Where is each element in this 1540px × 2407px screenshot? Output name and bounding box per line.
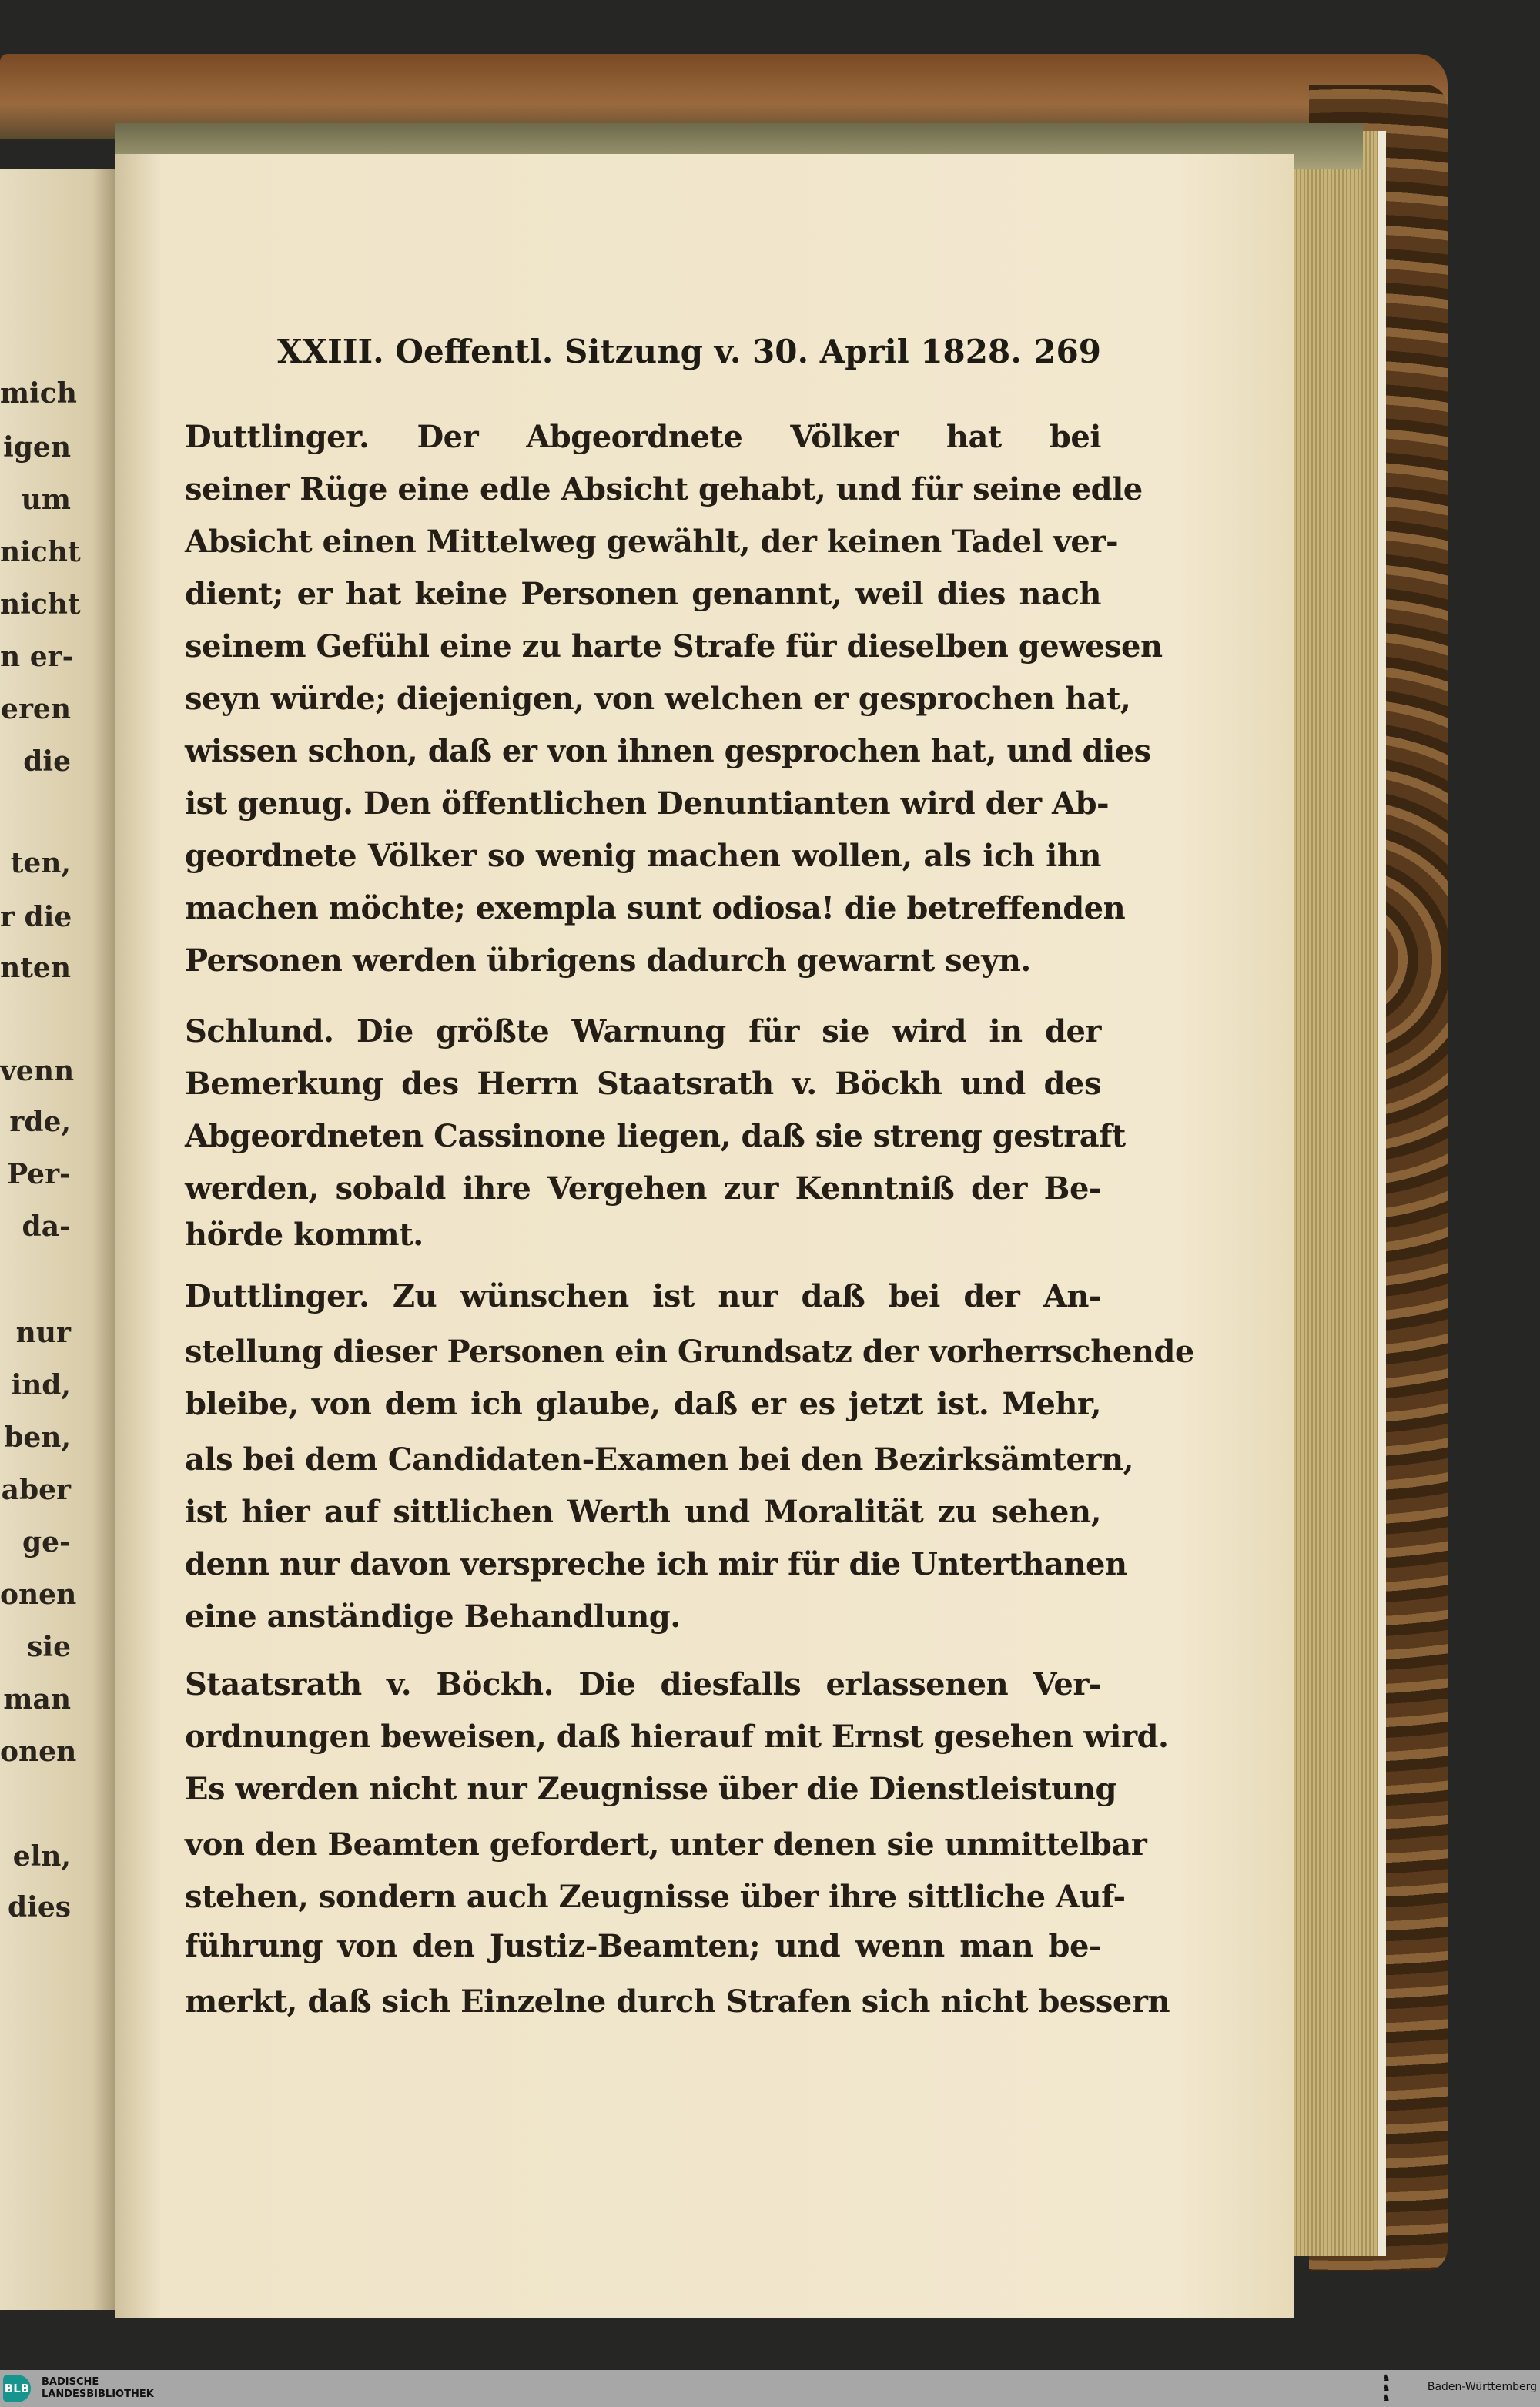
blb-line1: BADISCHE: [42, 2376, 99, 2388]
left-page-fragment: dies: [7, 1891, 71, 1923]
text-line: Bemerkung des Herrn Staatsrath v. Böckh und des: [185, 1066, 1101, 1102]
text-line: Es werden nicht nur Zeugnisse über die Dienstleistung: [185, 1771, 1116, 1807]
text-line: geordnete Völker so wenig machen wollen, als ich ihn: [185, 838, 1101, 874]
text-line: eine anständige Behandlung.: [185, 1599, 681, 1635]
text-line: Schlund. Die größte Warnung für sie wird in der: [185, 1013, 1101, 1050]
left-page-fragment: eln,: [12, 1840, 71, 1873]
text-line: Absicht einen Mittelweg gewählt, der keinen Tadel ver-: [185, 524, 1119, 560]
left-page-fragment: igen: [3, 431, 71, 464]
text-line: seinem Gefühl eine zu harte Strafe für dieselben gewesen: [185, 628, 1163, 665]
text-line: ist genug. Den öffentlichen Denuntianten wird der Ab-: [185, 785, 1110, 822]
text-line: führung von den Justiz-Beamten; und wenn man be-: [185, 1928, 1101, 1964]
left-page-fragment: n er-: [0, 641, 74, 673]
left-page-fragment: Per-: [7, 1158, 71, 1190]
text-line: als bei dem Candidaten-Examen bei den Bezirksämtern,: [185, 1441, 1133, 1478]
left-page-fragment: rde,: [9, 1106, 71, 1138]
text-line: wissen schon, daß er von ihnen gesprochen hat, und dies: [185, 733, 1151, 769]
left-page-fragment: mich: [0, 377, 77, 410]
left-page-fragment: nten: [0, 952, 71, 984]
page-edges: [1278, 131, 1386, 2256]
header-title: XXIII. Oeffentl. Sitzung v. 30. April 1828.: [277, 333, 1022, 370]
left-page-fragment: ind,: [11, 1369, 71, 1401]
left-page-fragment: r die: [0, 901, 72, 933]
page-number: 269: [1033, 333, 1101, 370]
text-line: merkt, daß sich Einzelne durch Strafen sich nicht bessern: [185, 1984, 1170, 2020]
text-line: Duttlinger. Zu wünschen ist nur daß bei der An-: [185, 1278, 1101, 1314]
footer-bar: [0, 2370, 1540, 2407]
blb-logo-text[interactable]: [42, 2376, 154, 2401]
left-page-fragment: sie: [27, 1631, 71, 1663]
left-page-fragment: onen: [0, 1578, 77, 1611]
text-line: ordnungen beweisen, daß hierauf mit Ernst gesehen wird.: [185, 1719, 1169, 1755]
lion-icon: ♞ ♞ ♞: [1382, 2372, 1391, 2403]
text-line: denn nur davon verspreche ich mir für die Unterthanen: [185, 1546, 1127, 1582]
left-page-fragment: die: [23, 745, 71, 778]
text-line: von den Beamten gefordert, unter denen sie unmittelbar: [185, 1826, 1147, 1863]
text-line: dient; er hat keine Personen genannt, weil dies nach: [185, 576, 1101, 612]
left-page-fragment: aber: [1, 1474, 71, 1506]
left-page-fragment: man: [3, 1683, 71, 1716]
text-line: bleibe, von dem ich glaube, daß er es jetzt ist. Mehr,: [185, 1386, 1101, 1422]
text-line: machen möchte; exempla sunt odiosa! die betreffenden: [185, 890, 1126, 926]
text-line: Abgeordneten Cassinone liegen, daß sie streng gestraft: [185, 1118, 1126, 1154]
left-page-fragment: da-: [22, 1210, 71, 1243]
left-page-fragment: ben,: [4, 1421, 71, 1454]
left-page-fragment: venn: [0, 1055, 75, 1087]
text-line: stellung dieser Personen ein Grundsatz der vorherrschende: [185, 1334, 1194, 1370]
text-line: Staatsrath v. Böckh. Die diesfalls erlassenen Ver-: [185, 1666, 1101, 1702]
left-page-fragment: nicht: [0, 536, 81, 568]
blb-line2: LANDESBIBLIOTHEK: [42, 2389, 154, 2400]
text-line: werden, sobald ihre Vergehen zur Kenntniß der Be-: [185, 1170, 1101, 1207]
left-page-fragment: nicht: [0, 588, 81, 621]
bw-logo[interactable]: Baden-Württemberg: [1427, 2381, 1537, 2393]
text-line: hörde kommt.: [185, 1217, 424, 1253]
text-line: stehen, sondern auch Zeugnisse über ihre sittliche Auf-: [185, 1879, 1126, 1915]
left-page-fragment: eren: [1, 693, 71, 725]
running-header: [277, 333, 1101, 370]
left-page-fragment: nur: [15, 1317, 71, 1349]
text-line: seiner Rüge eine edle Absicht gehabt, und für seine edle: [185, 471, 1143, 507]
left-page-fragment: ge-: [22, 1526, 71, 1558]
text-line: Duttlinger. Der Abgeordnete Völker hat bei: [185, 419, 1101, 455]
left-page-fragment: um: [21, 484, 71, 516]
text-line: ist hier auf sittlichen Werth und Moralität zu sehen,: [185, 1494, 1101, 1530]
left-page-fragment: onen: [0, 1736, 77, 1768]
text-line: seyn würde; diejenigen, von welchen er gesprochen hat,: [185, 681, 1131, 717]
blb-logo[interactable]: BLB: [3, 2375, 31, 2402]
left-page-fragment: ten,: [10, 847, 71, 879]
text-line: Personen werden übrigens dadurch gewarnt seyn.: [185, 942, 1031, 979]
